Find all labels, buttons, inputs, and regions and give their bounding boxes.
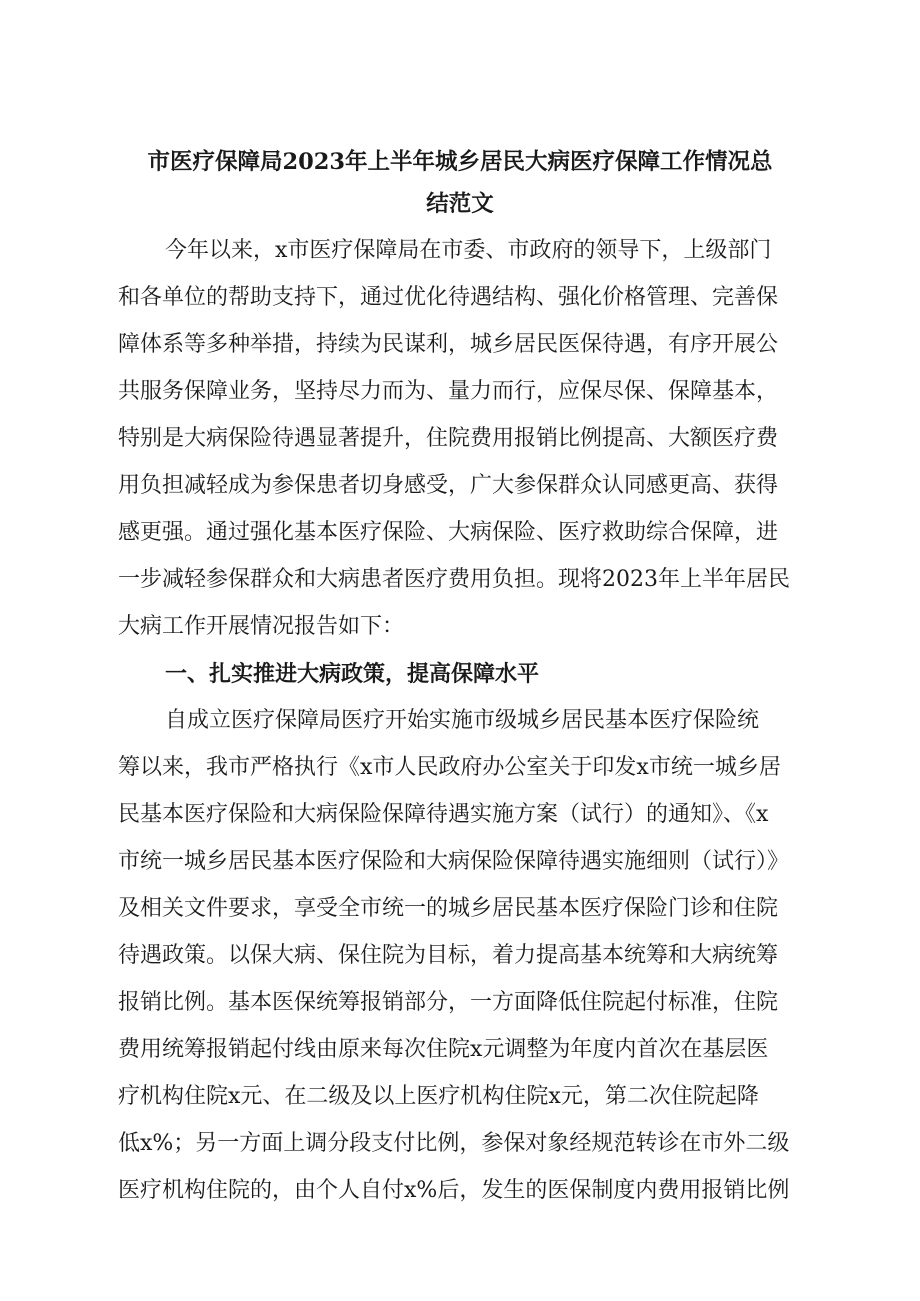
paragraph-1-line-5: 特别是大病保险待遇显著提升，住院费用报销比例提高、大额医疗费 (118, 426, 779, 451)
paragraph-1-line-6: 用负担减轻成为参保患者切身感受，广大参保群众认同感更高、获得 (118, 473, 779, 498)
paragraph-2-line-6: 待遇政策。以保大病、保住院为目标，着力提高基本统筹和大病统筹 (118, 943, 779, 968)
paragraph-2-line-1: 自成立医疗保障局医疗开始实施市级城乡居民基本医疗保险统 (165, 708, 760, 733)
paragraph-1-line-9: 大病工作开展情况报告如下： (118, 614, 405, 639)
paragraph-1-line-2: 和各单位的帮助支持下，通过优化待遇结构、强化价格管理、完善保 (118, 285, 779, 310)
paragraph-2-line-11: 医疗机构住院的，由个人自付x%后，发生的医保制度内费用报销比例 (118, 1178, 790, 1203)
document-title-line-2: 结范文 (426, 191, 494, 217)
paragraph-1-line-4: 共服务保障业务，坚持尽力而为、量力而行，应保尽保、保障基本， (118, 379, 779, 404)
document-title-line-1: 市医疗保障局2023年上半年城乡居民大病医疗保障工作情况总 (147, 149, 773, 175)
paragraph-1-line-7: 感更强。通过强化基本医疗保险、大病保险、医疗救助综合保障，进 (118, 520, 779, 545)
paragraph-2-line-8: 费用统筹报销起付线由原来每次住院x元调整为年度内首次在基层医 (118, 1037, 769, 1062)
paragraph-2-line-10: 低x%；另一方面上调分段支付比例，参保对象经规范转诊在市外二级 (118, 1131, 790, 1156)
paragraph-2-line-5: 及相关文件要求，享受全市统一的城乡居民基本医疗保险门诊和住院 (118, 896, 779, 921)
paragraph-1-line-3: 障体系等多种举措，持续为民谋利，城乡居民医保待遇，有序开展公 (118, 332, 779, 357)
paragraph-2-line-4: 市统一城乡居民基本医疗保险和大病保险保障待遇实施细则（试行）》 (118, 849, 790, 874)
paragraph-1-line-1: 今年以来，x市医疗保障局在市委、市政府的领导下，上级部门 (165, 238, 772, 263)
paragraph-2-line-9: 疗机构住院x元、在二级及以上医疗机构住院x元，第二次住院起降 (118, 1084, 759, 1109)
paragraph-2-line-3: 民基本医疗保险和大病保险保障待遇实施方案（试行）的通知》、《x (118, 802, 769, 827)
paragraph-2-line-7: 报销比例。基本医保统筹报销部分，一方面降低住院起付标准，住院 (118, 990, 779, 1015)
paragraph-2-line-2: 筹以来，我市严格执行《x市人民政府办公室关于印发x市统一城乡居 (118, 755, 781, 780)
paragraph-1-line-8: 一步减轻参保群众和大病患者医疗费用负担。现将2023年上半年居民 (118, 567, 790, 592)
section-heading-1: 一、扎实推进大病政策，提高保障水平 (165, 661, 540, 687)
